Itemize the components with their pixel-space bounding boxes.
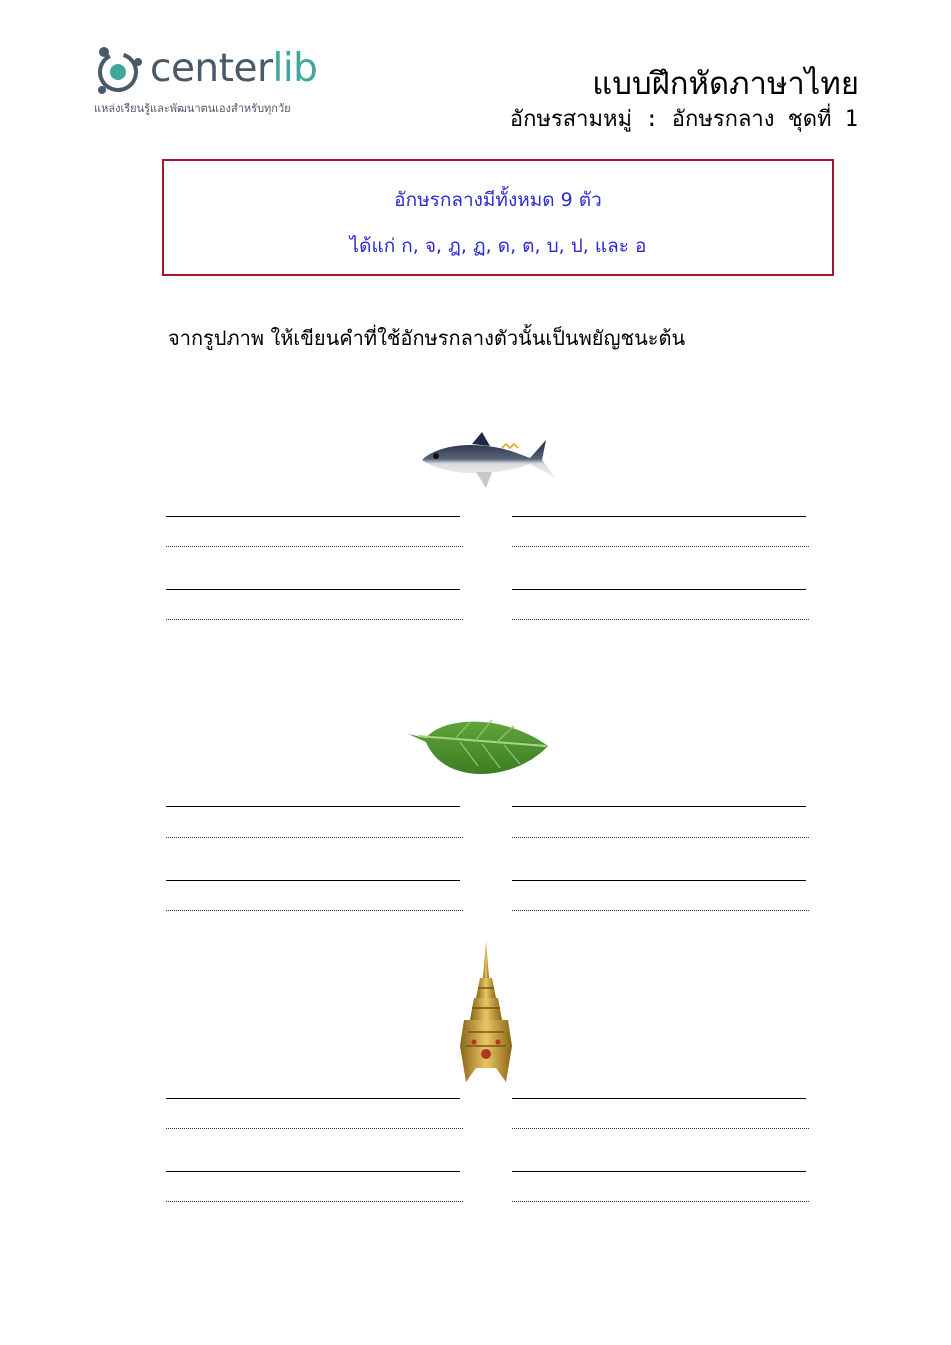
- answer-line[interactable]: [166, 806, 460, 807]
- guide-dotted-line: [512, 837, 809, 838]
- page-subtitle: อักษรสามหมู่ : อักษรกลาง ชุดที่ 1: [509, 107, 858, 132]
- tuna-fish-icon: [418, 428, 560, 494]
- answer-line[interactable]: [166, 516, 460, 517]
- guide-dotted-line: [512, 1201, 809, 1202]
- info-box-line-letters: ได้แก่ ก, จ, ฎ, ฏ, ด, ต, บ, ป, และ อ: [349, 235, 647, 257]
- guide-dotted-line: [166, 1128, 463, 1129]
- answer-line[interactable]: [166, 1098, 460, 1099]
- thai-crown-icon: [450, 938, 522, 1086]
- info-box-line-count: อักษรกลางมีทั้งหมด 9 ตัว: [394, 189, 602, 211]
- guide-dotted-line: [166, 1201, 463, 1202]
- page-title: แบบฝึกหัดภาษาไทย: [592, 66, 859, 102]
- guide-dotted-line: [512, 1128, 809, 1129]
- answer-line[interactable]: [512, 589, 806, 590]
- logo: [92, 40, 352, 120]
- logo-wordmark-accent: lib: [272, 46, 318, 91]
- answer-line[interactable]: [166, 880, 460, 881]
- answer-line[interactable]: [166, 589, 460, 590]
- guide-dotted-line: [512, 619, 809, 620]
- guide-dotted-line: [166, 619, 463, 620]
- guide-dotted-line: [166, 837, 463, 838]
- guide-dotted-line: [166, 546, 463, 547]
- answer-line[interactable]: [166, 1171, 460, 1172]
- info-box: [162, 159, 834, 276]
- answer-line[interactable]: [512, 880, 806, 881]
- green-leaf-icon: [404, 712, 552, 784]
- answer-line[interactable]: [512, 1098, 806, 1099]
- guide-dotted-line: [512, 546, 809, 547]
- logo-mark-icon: [92, 42, 152, 102]
- answer-line[interactable]: [512, 1171, 806, 1172]
- guide-dotted-line: [512, 910, 809, 911]
- logo-wordmark-main: center: [150, 46, 273, 91]
- answer-line[interactable]: [512, 516, 806, 517]
- guide-dotted-line: [166, 910, 463, 911]
- logo-tagline: แหล่งเรียนรู้และพัฒนาตนเองสำหรับทุกวัย: [94, 102, 291, 115]
- instruction-text: จากรูปภาพ ให้เขียนคำที่ใช้อักษรกลางตัวนั้นเป็นพยัญชนะต้น: [168, 326, 686, 350]
- answer-line[interactable]: [512, 806, 806, 807]
- logo-wordmark: [150, 46, 317, 92]
